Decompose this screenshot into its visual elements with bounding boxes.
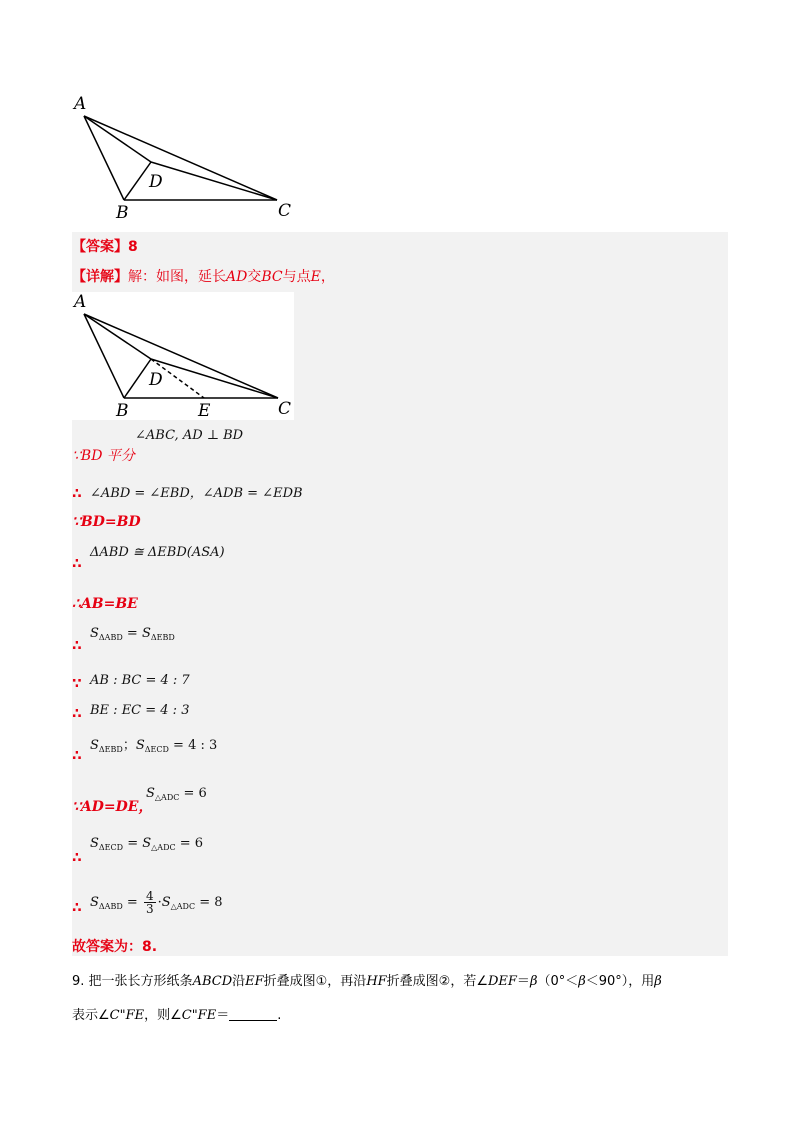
vertex-label-b: B	[116, 203, 129, 222]
s10-tail: = 6	[179, 786, 207, 801]
q9-text-2a: 表示∠	[72, 1008, 110, 1023]
step10-math	[146, 786, 207, 802]
q9-text-b: 沿	[232, 974, 246, 989]
step9-math	[90, 734, 217, 754]
s11-eq: =	[123, 836, 143, 851]
step6-math	[90, 626, 175, 642]
step4-math	[90, 545, 225, 560]
final-answer: 故答案为：8.	[72, 939, 158, 955]
step1-math	[135, 428, 243, 443]
s11-sub1: ΔECD	[98, 843, 124, 852]
segment-bc: BC	[261, 269, 283, 285]
figure-1-triangle	[72, 92, 302, 222]
step7-math-text: AB : BC = 4 : 7	[90, 673, 190, 688]
s6-s1: S	[90, 626, 99, 641]
vertex-label-e2: E	[198, 401, 211, 420]
step7-because: ∵	[72, 676, 82, 692]
q9-text-2d: .	[277, 1008, 282, 1023]
s6-eq: =	[122, 626, 142, 641]
step9-therefore: ∴	[72, 748, 82, 764]
q9-text-2b: ，则∠	[144, 1008, 182, 1023]
step7-math	[90, 673, 190, 688]
s9-tail: = 4 : 3	[168, 738, 218, 753]
q9-text-2c: ＝	[216, 1008, 230, 1023]
q9-beta: β	[529, 974, 538, 989]
step2-therefore: ∴	[72, 486, 82, 502]
q9-beta3: β	[654, 974, 662, 989]
step8-math-text: BE : EC = 4 : 3	[90, 703, 190, 718]
answer-value: 8	[128, 239, 138, 255]
q9-text-f: （0°＜	[537, 974, 579, 989]
answer-tag: 【答案】	[72, 239, 128, 255]
q9-abcd: ABCD	[192, 974, 233, 989]
step1-math-text: ∠ABC, AD ⊥ BD	[135, 428, 244, 443]
q9-number: 9.	[72, 974, 85, 989]
q9-hf: HF	[366, 974, 387, 989]
q9-text-e: ＝	[516, 974, 530, 989]
question-9-line1	[72, 970, 732, 989]
s12-dot: ·	[157, 895, 162, 910]
detail-text: 解：如图，延长	[128, 269, 226, 285]
frac-den: 3	[145, 902, 154, 916]
step4-math-text: ΔABD ≅ ΔEBD(ASA)	[90, 545, 225, 560]
q9-text-d: 折叠成图②，若∠	[386, 974, 488, 989]
q9-def: DEF	[487, 974, 517, 989]
vertex-label-b2: B	[116, 401, 129, 420]
s12-eq: =	[122, 895, 142, 910]
step11-math	[90, 836, 203, 852]
s11-s1: S	[90, 836, 99, 851]
detail-text-suffix: ，	[320, 269, 335, 285]
q9-text-a: 把一张长方形纸条	[88, 974, 193, 989]
s6-s2: S	[141, 626, 151, 641]
s9-sub1: ΔEBD	[98, 745, 123, 754]
step12-therefore: ∴	[72, 900, 82, 916]
q9-ef: EF	[245, 974, 264, 989]
detail-text-mid2: 与点	[282, 269, 311, 285]
s10-sub: △ADC	[154, 793, 180, 802]
s11-s2: S	[142, 836, 152, 851]
s6-sub2: ΔEBD	[150, 633, 175, 642]
step10-red: ∵AD=DE，	[72, 799, 153, 815]
q9-text-g: ＜90°），用	[585, 974, 655, 989]
detail-text-mid: 交	[247, 269, 262, 285]
detail-line	[72, 266, 335, 286]
detail-tag: 【详解】	[72, 269, 128, 285]
s9-sub2: ΔECD	[144, 745, 169, 754]
vertex-label-d: D	[149, 172, 163, 192]
s12-sub1: ΔABD	[98, 902, 123, 911]
vertex-label-a: A	[74, 94, 87, 114]
step1-red: ∵BD 平分	[72, 448, 135, 464]
s6-sub1: ΔABD	[98, 633, 123, 642]
answer-blank[interactable]	[229, 1008, 277, 1021]
q9-beta2: β	[578, 974, 586, 989]
vertex-label-a2: A	[74, 292, 87, 312]
question-9-line2	[72, 1004, 281, 1023]
step8-therefore: ∴	[72, 706, 82, 722]
point-e: E	[310, 269, 321, 285]
fraction-four-thirds	[144, 890, 156, 915]
s11-sub2: △ADC	[151, 843, 176, 852]
s9-mid: ；	[122, 738, 136, 753]
vertex-label-c: C	[278, 201, 292, 221]
vertex-label-c2: C	[278, 399, 292, 419]
step2-math-text: ∠ABD = ∠EBD，∠ADB = ∠EDB	[90, 486, 303, 501]
s10-s: S	[146, 786, 155, 801]
answer-line	[72, 236, 138, 256]
s9-s1: S	[90, 738, 99, 753]
step5-red: ∴AB=BE	[72, 596, 138, 612]
s12-s1: S	[90, 895, 99, 910]
step4-therefore: ∴	[72, 556, 82, 572]
s9-s2: S	[135, 738, 145, 753]
step12-math	[90, 890, 223, 915]
step11-therefore: ∴	[72, 850, 82, 866]
s12-tail: = 8	[195, 895, 223, 910]
step2-math	[90, 482, 303, 501]
frac-num: 4	[145, 889, 154, 903]
vertex-label-d2: D	[149, 370, 163, 390]
segment-ad: AD	[226, 269, 248, 285]
figure-2-triangle	[72, 292, 294, 420]
s12-sub2: △ADC	[170, 902, 196, 911]
q9-cfe: C"FE	[109, 1008, 145, 1023]
q9-cfe2: C"FE	[181, 1008, 217, 1023]
q9-text-c: 折叠成图①，再沿	[263, 974, 367, 989]
step6-therefore: ∴	[72, 638, 82, 654]
s12-s2: S	[161, 895, 171, 910]
step3-red: ∵BD=BD	[72, 514, 141, 530]
s11-tail: = 6	[175, 836, 204, 851]
step8-math	[90, 703, 189, 718]
